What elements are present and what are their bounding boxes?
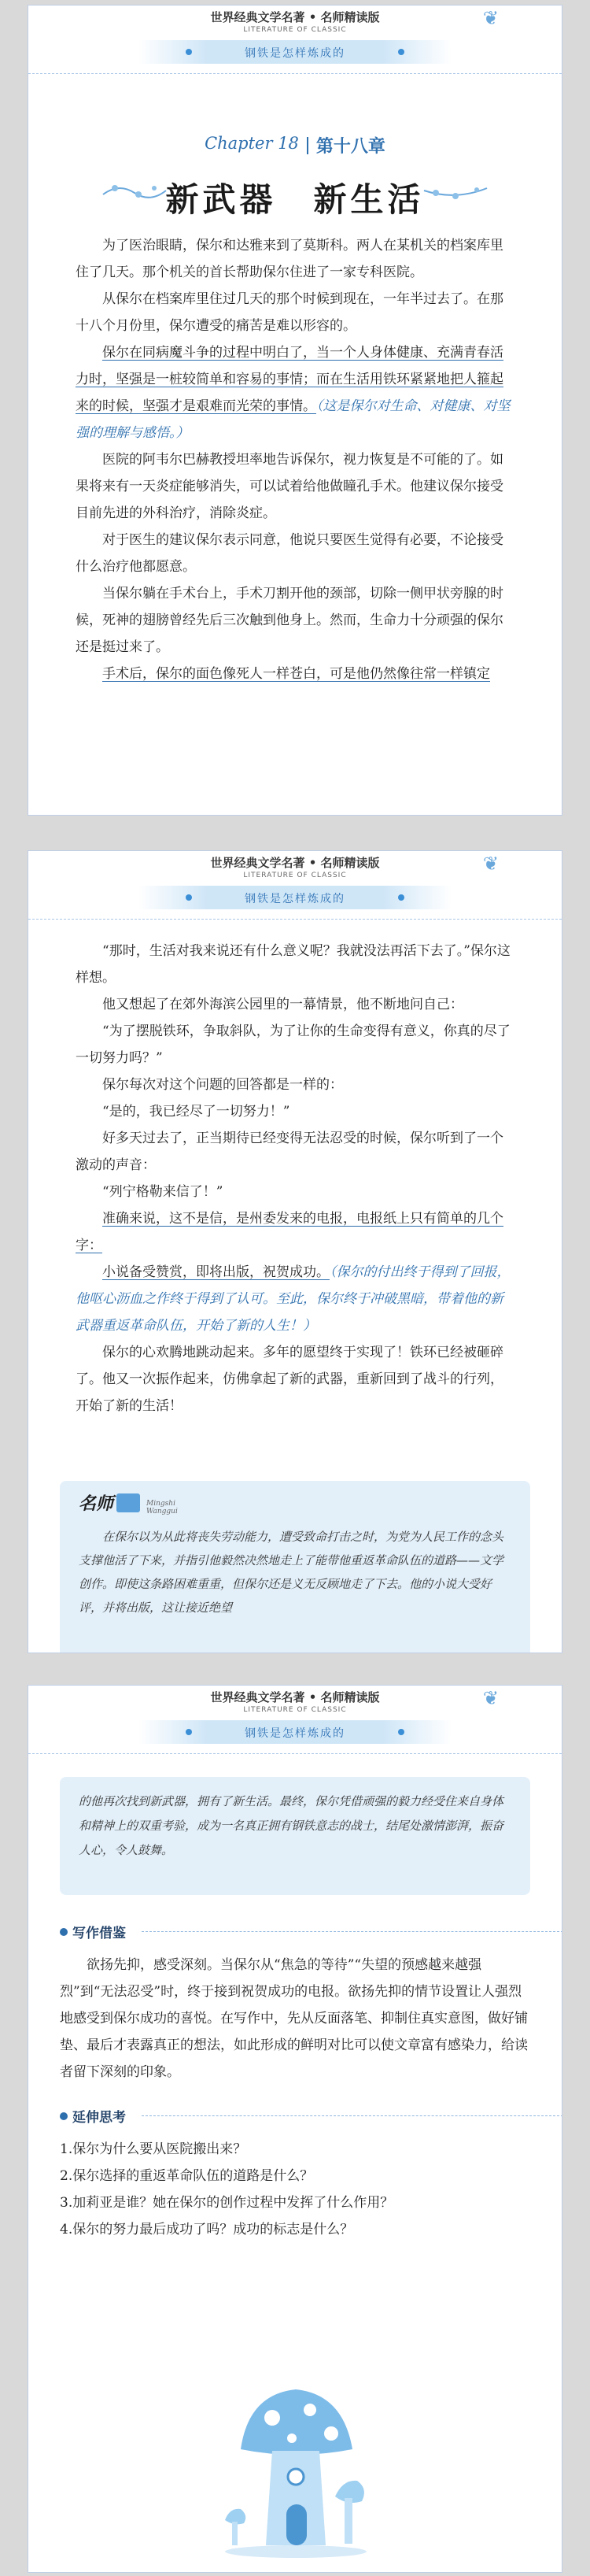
chapter-number bbox=[28, 133, 562, 157]
mushroom-house-illustration bbox=[217, 2378, 374, 2559]
writing-section-body bbox=[60, 1952, 530, 2086]
chapter-title: 新武器 新生活 bbox=[165, 180, 425, 219]
chapter-number-cn: 第十八章 bbox=[315, 137, 385, 157]
paragraph: 对于医生的建议保尔表示同意，他说只要医生觉得有必要，不论接受什么治疗他都愿意。 bbox=[76, 532, 503, 575]
master-badge bbox=[71, 1489, 189, 1516]
master-label: 名师 bbox=[79, 1494, 114, 1514]
header-divider bbox=[28, 1753, 562, 1754]
bullet-icon bbox=[60, 1928, 68, 1936]
paragraph: 当保尔躺在手术台上，手术刀割开他的颈部，切除一侧甲状旁腺的时候，死神的翅膀曾经先后三次触到他身上。然而，生命力十分顽强的保尔还是挺过来了。 bbox=[76, 586, 503, 655]
underlined-passage: 手术后，保尔的面色像死人一样苍白，可是他仍然像往常一样镇定 bbox=[102, 666, 490, 682]
bullet-icon bbox=[60, 2112, 68, 2120]
butterfly-icon: ❦ bbox=[482, 853, 499, 875]
thinking-section-header bbox=[60, 2106, 562, 2125]
paragraph: 保尔每次对这个问题的回答都是一样的： bbox=[102, 1077, 343, 1093]
chapter-number-en: Chapter 18 bbox=[205, 134, 299, 153]
book-title: 钢铁是怎样炼成的 bbox=[245, 1727, 345, 1740]
writing-section-label: 写作借鉴 bbox=[72, 1926, 126, 1941]
butterfly-icon: ❦ bbox=[482, 1687, 499, 1709]
paragraph-annotated bbox=[76, 1259, 514, 1339]
underlined-passage: 小说备受赞赏，即将出版，祝贺成功。 bbox=[102, 1264, 330, 1280]
question-item: 3.加莉亚是谁？她在保尔的创作过程中发挥了什么作用？ bbox=[60, 2195, 394, 2211]
paragraph: 他又想起了在郊外海滨公园里的一幕情景，他不断地问自己： bbox=[102, 997, 463, 1012]
thinking-questions bbox=[60, 2136, 530, 2243]
commentary-continued-text: 的他再次找到新武器，拥有了新生活。最终，保尔凭借顽强的毅力经受住来自身体和精神上的双重考验，成为一名真正拥有钢铁意志的战士，结尾处激情澎湃，振奋人心，令人鼓舞。 bbox=[79, 1794, 504, 1857]
series-title: 世界经典文学名著 • 名师精读版 bbox=[210, 856, 380, 870]
series-title: 世界经典文学名著 • 名师精读版 bbox=[210, 1690, 380, 1704]
book-title: 钢铁是怎样炼成的 bbox=[245, 47, 345, 60]
pin-icon bbox=[116, 1493, 140, 1512]
header-divider bbox=[28, 73, 562, 74]
butterfly-icon: ❦ bbox=[482, 7, 499, 29]
section-divider bbox=[142, 1931, 562, 1932]
paragraph: 为了医治眼睛，保尔和达雅来到了莫斯科。两人在某机关的档案库里住了几天。那个机关的首长帮助保尔住进了一家专科医院。 bbox=[76, 238, 503, 280]
series-subtitle: LITERATURE OF CLASSIC bbox=[243, 872, 347, 879]
paragraph: “列宁格勒来信了！” bbox=[102, 1184, 223, 1200]
paragraph: 医院的阿韦尔巴赫教授坦率地告诉保尔，视力恢复是不可能的了。如果将来有一天炎症能够消失，可以试着给他做瞳孔手术。他建议保尔接受目前先进的外科治疗，消除炎症。 bbox=[76, 452, 503, 521]
underlined-passage: 保尔在同病魔斗争的过程中明白了，当一个人身体健康、充满青春活力时，坚强是一桩较简单和容易的事情；而在生活用铁环紧紧地把人箍起来的时候，坚强才是艰难而光荣的事情。 bbox=[76, 345, 503, 414]
annotation-note: （这是保尔对生命、对健康、对坚强的理解与感悟。） bbox=[76, 398, 511, 441]
question-item: 4.保尔的努力最后成功了吗？成功的标志是什么？ bbox=[60, 2222, 354, 2237]
master-commentary-text bbox=[79, 1525, 511, 1619]
page-2 bbox=[28, 850, 562, 1653]
commentary-continued-box bbox=[60, 1777, 530, 1895]
page-1 bbox=[28, 5, 562, 816]
question-item: 1.保尔为什么要从医院搬出来？ bbox=[60, 2141, 247, 2157]
paragraph: 保尔的心欢腾地跳动起来。多年的愿望终于实现了！铁环已经被砸碎了。他又一次振作起来，仿佛拿起了新的武器，重新回到了战斗的行列，开始了新的生活！ bbox=[76, 1345, 503, 1414]
paragraph: “是的，我已经尽了一切努力！” bbox=[102, 1104, 290, 1120]
page2-body bbox=[76, 938, 514, 1419]
page-header bbox=[28, 6, 562, 81]
page-3 bbox=[28, 1685, 562, 2573]
page-header bbox=[28, 1686, 562, 1761]
chapter-divider bbox=[307, 137, 308, 154]
master-commentary-box bbox=[60, 1481, 530, 1653]
series-subtitle: LITERATURE OF CLASSIC bbox=[243, 26, 347, 34]
header-divider bbox=[28, 919, 562, 920]
underlined-passage: 准确来说，这不是信，是州委发来的电报，电报纸上只有简单的几个字： bbox=[76, 1211, 503, 1253]
paragraph-annotated bbox=[76, 1205, 514, 1259]
series-title: 世界经典文学名著 • 名师精读版 bbox=[210, 10, 380, 24]
paragraph: 好多天过去了，正当期待已经变得无法忍受的时候，保尔听到了一个激动的声音： bbox=[76, 1131, 503, 1173]
writing-section-header bbox=[60, 1922, 562, 1941]
question-item: 2.保尔选择的重返革命队伍的道路是什么？ bbox=[60, 2168, 314, 2184]
series-subtitle: LITERATURE OF CLASSIC bbox=[243, 1706, 347, 1714]
book-title: 钢铁是怎样炼成的 bbox=[245, 893, 345, 905]
annotation-note: （保尔的付出终于得到了回报，他呕心沥血之作终于得到了认可。至此，保尔终于冲破黑暗，带着他的新武器重返革命队伍，开始了新的人生！） bbox=[76, 1264, 511, 1334]
paragraph: “为了摆脱铁环，争取斜队，为了让你的生命变得有意义，你真的尽了一切努力吗？” bbox=[76, 1023, 511, 1066]
paragraph-last bbox=[76, 661, 514, 687]
page1-body bbox=[76, 232, 514, 687]
paragraph: 欲扬先抑，感受深刻。当保尔从“焦急的等待”“失望的预感越来越强烈”到“无法忍受”时，终于接到祝贺成功的电报。欲扬先抑的情节设置让人强烈地感受到保尔成功的喜悦。在写作中，先从反面落笔、抑制住真实意图，做好铺垫、最后才表露真正的想法，如此形成的鲜明对比可以使文章富有感染力，给读者留下深刻的印象。 bbox=[60, 1957, 528, 2080]
master-label-en: Mingshi Wanggui bbox=[146, 1500, 178, 1516]
thinking-section-label: 延伸思考 bbox=[72, 2110, 126, 2126]
section-divider bbox=[142, 2115, 562, 2116]
paragraph-annotated bbox=[76, 339, 514, 446]
paragraph: 从保尔在档案库里住过几天的那个时候到现在，一年半过去了。在那十八个月份里，保尔遭受的痛苦是难以形容的。 bbox=[76, 291, 503, 334]
page-header bbox=[28, 851, 562, 927]
commentary-paragraph: 在保尔以为从此将丧失劳动能力，遭受致命打击之时，为党为人民工作的念头支撑他活了下来，并指引他毅然决然地走上了能带他重返革命队伍的道路——文学创作。即使这条路困难重重，但保尔还是义无反顾地走了下去。他的小说大受好评，并将出版，这让接近绝望 bbox=[79, 1530, 504, 1615]
paragraph: “那时，生活对我来说还有什么意义呢？我就没法再活下去了。”保尔这样想。 bbox=[76, 943, 511, 986]
